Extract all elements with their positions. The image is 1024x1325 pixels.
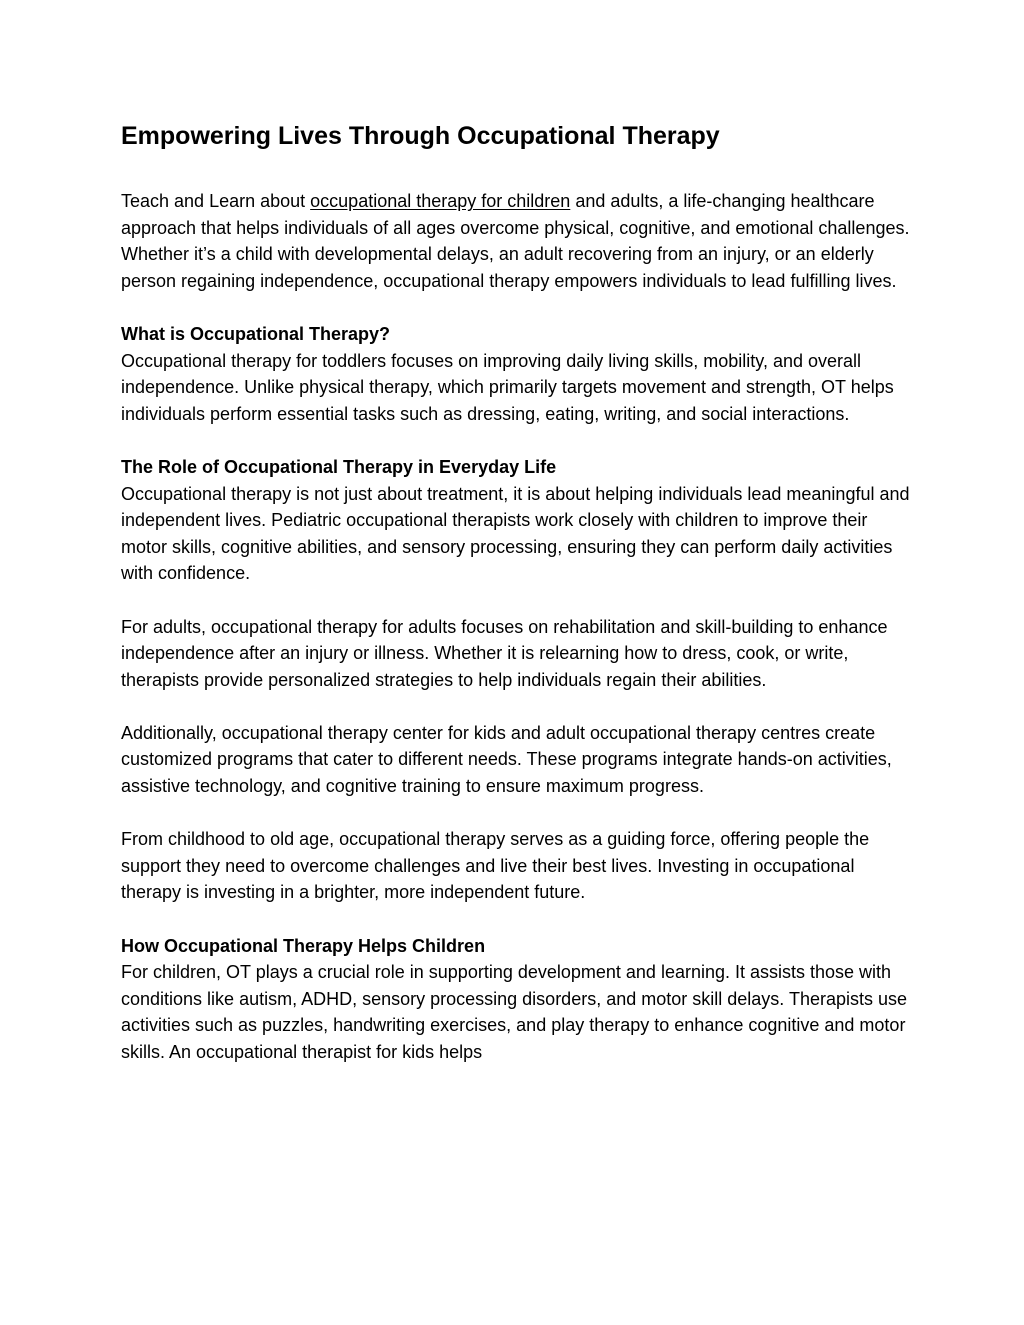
paragraph-spacer [121, 294, 911, 321]
section-paragraph: Occupational therapy is not just about treatment, it is about helping individuals lead meaningful and independent lives. Pediatric occupational therapists work closely with children to improve their motor skills, cognitive abilities, and sensory processing, ensuring they can perform daily activities with confidence. [121, 483, 910, 584]
paragraph-spacer [121, 427, 911, 454]
paragraph-spacer [121, 587, 911, 614]
section-heading-role-of-ot: The Role of Occupational Therapy in Everyday Life [121, 456, 557, 477]
section-paragraph: For adults, occupational therapy for adults focuses on rehabilitation and skill-building to enhance independence after an injury or illness. Whether it is relearning how to dress, cook, or write, therapists provide personalized strategies to help individuals regain their abilities. [121, 616, 888, 690]
section-paragraph: Additionally, occupational therapy center for kids and adult occupational therapy centres create customized programs that cater to different needs. These programs integrate hands-on activities, assistive technology, and cognitive training to ensure maximum progress. [121, 722, 892, 797]
section-paragraph: For children, OT plays a crucial role in supporting development and learning. It assists those with conditions like autism, ADHD, sensory processing disorders, and motor skill delays. Therapists use activities such as puzzles, handwriting exercises, and play therapy to enhance cognitive and motor skills. An occupational therapist for kids helps [121, 962, 908, 1062]
document-page [121, 118, 911, 1066]
intro-text-after-link: and adults, a life-changing healthcare approach that helps individuals of all ages overcome physical, cognitive, and emotional challenges. Whether it’s a child with developmental delays, an adult recovering from an injury, or an elderly person regaining independence, occupational therapy empowers individuals to lead fulfilling lives. [121, 191, 910, 291]
occupational-therapy-for-children-link[interactable]: occupational therapy for children [310, 191, 571, 211]
section-heading-ot-helps-children: How Occupational Therapy Helps Children [121, 935, 486, 956]
section-heading-what-is-ot: What is Occupational Therapy? [121, 323, 391, 344]
section-paragraph: From childhood to old age, occupational therapy serves as a guiding force, offering people the support they need to overcome challenges and live their best lives. Investing in occupational therapy is investing in a brighter, more independent future. [121, 829, 870, 903]
paragraph-spacer [121, 693, 911, 720]
intro-paragraph [121, 188, 911, 294]
intro-text-before-link: Teach and Learn about [121, 191, 311, 211]
section-paragraph: Occupational therapy for toddlers focuses on improving daily living skills, mobility, and overall independence. Unlike physical therapy, which primarily targets movement and strength, OT helps individuals perform essential tasks such as dressing, eating, writing, and social interactions. [121, 350, 894, 424]
paragraph-spacer [121, 800, 911, 827]
paragraph-spacer [121, 906, 911, 933]
document-title: Empowering Lives Through Occupational Therapy [121, 122, 720, 150]
